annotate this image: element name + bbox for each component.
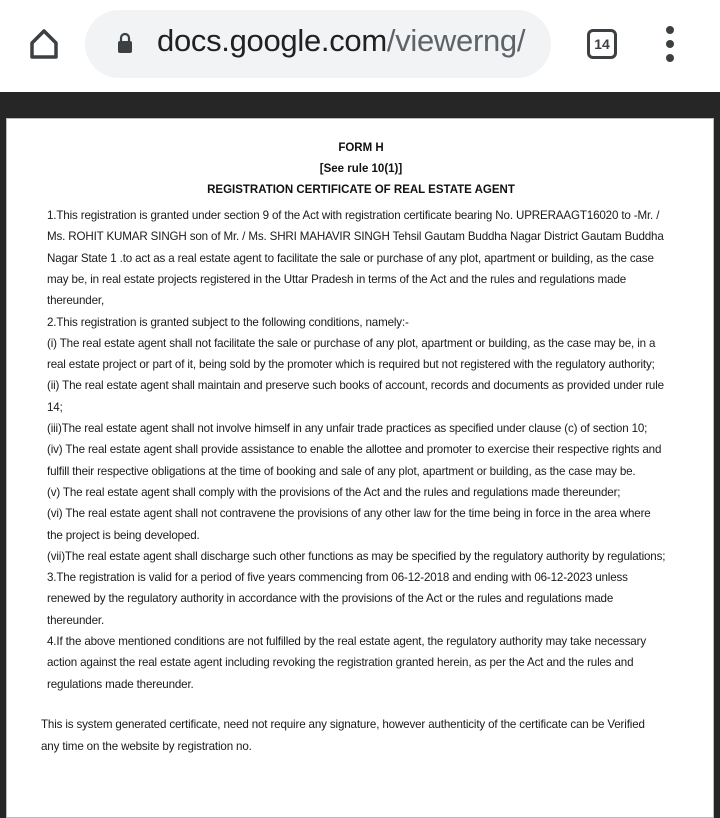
document-line: (ii) The real estate agent shall maintain and preserve such books of account, records and documents as provided under rule <box>47 379 664 393</box>
certificate-heading: REGISTRATION CERTIFICATE OF REAL ESTATE AGENT <box>207 184 515 196</box>
url-text <box>157 23 525 59</box>
document-line: 2.This registration is granted subject to the following conditions, namely:- <box>47 315 409 329</box>
document-line: 4.If the above mentioned conditions are not fulfilled by the real estate agent, the regulatory authority may take necessary <box>47 635 646 648</box>
url-path: /viewerng/ <box>386 23 526 58</box>
document-line: (v) The real estate agent shall comply with the provisions of the Act and the rules and regulations made thereunder; <box>47 485 621 499</box>
document-line: (iv) The real estate agent shall provide assistance to enable the allottee and promoter to exercise their respective rights and <box>47 443 662 457</box>
document-page <box>6 118 714 818</box>
url-host: docs.google.com <box>157 23 387 58</box>
document-line: regulations made thereunder. <box>47 677 194 691</box>
document-line: renewed by the regulatory authority in accordance with the provisions of the Act or the rules and regulations made <box>47 592 614 606</box>
rule-reference: [See rule 10(1)] <box>319 163 403 175</box>
document-line: thereunder. <box>47 613 105 627</box>
address-bar[interactable] <box>85 10 551 78</box>
footer-note-line: any time on the website by registration no. <box>41 740 252 753</box>
more-menu-icon[interactable] <box>664 26 676 62</box>
document-line: (iii)The real estate agent shall not involve himself in any unfair trade practices as specified under clause (c) of section 10; <box>47 422 648 435</box>
document-line: 14; <box>47 400 63 414</box>
document-line: 1.This registration is granted under section 9 of the Act with registration certificate bearing No. UPRERAAGT16020 to -Mr. / <box>47 209 660 222</box>
document-line: Nagar State 1 .to act as a real estate agent to facilitate the sale or purchase of any plot, apartment or building, as the case <box>47 251 654 265</box>
lock-icon <box>117 32 133 54</box>
home-icon[interactable] <box>24 24 64 64</box>
document-line: the project is being developed. <box>47 528 200 542</box>
document-line: 3.The registration is valid for a period of five years commencing from 06-12-2018 and ending with 06-12-2023 unless <box>47 571 628 585</box>
form-title: FORM H <box>338 142 384 154</box>
document-line: fulfill their respective obligations at the time of booking and sale of any plot, apartment or building, as the case may be. <box>47 464 636 478</box>
document-line: action against the real estate agent including revoking the registration granted herein, as per the Act and the rules and <box>47 656 634 670</box>
document-line: thereunder, <box>47 294 105 308</box>
document-line: (i) The real estate agent shall not facilitate the sale or purchase of any plot, apartment or building, as the case may be, in a <box>47 336 656 350</box>
document-line: may be, in real estate projects registered in the Uttar Pradesh in terms of the Act and the rules and regulations made <box>47 272 627 286</box>
footer-note-line: This is system generated certificate, need not require any signature, however authenticity of the certificate can be Verified <box>41 718 645 731</box>
document-line: (vii)The real estate agent shall discharge such other functions as may be specified by the regulatory authority by regulations; <box>47 549 666 563</box>
document-line: real estate project or part of it, being sold by the promoter which is required but not registered with the regulatory authority; <box>47 358 655 372</box>
tab-switcher-button[interactable]: 14 <box>587 29 617 59</box>
document-line: Ms. ROHIT KUMAR SINGH son of Mr. / Ms. SHRI MAHAVIR SINGH Tehsil Gautam Buddha Nagar District Gautam Buddha <box>47 230 664 244</box>
document-line: (vi) The real estate agent shall not contravene the provisions of any other law for the time being in force in the area where <box>47 507 651 521</box>
browser-toolbar <box>0 0 720 92</box>
